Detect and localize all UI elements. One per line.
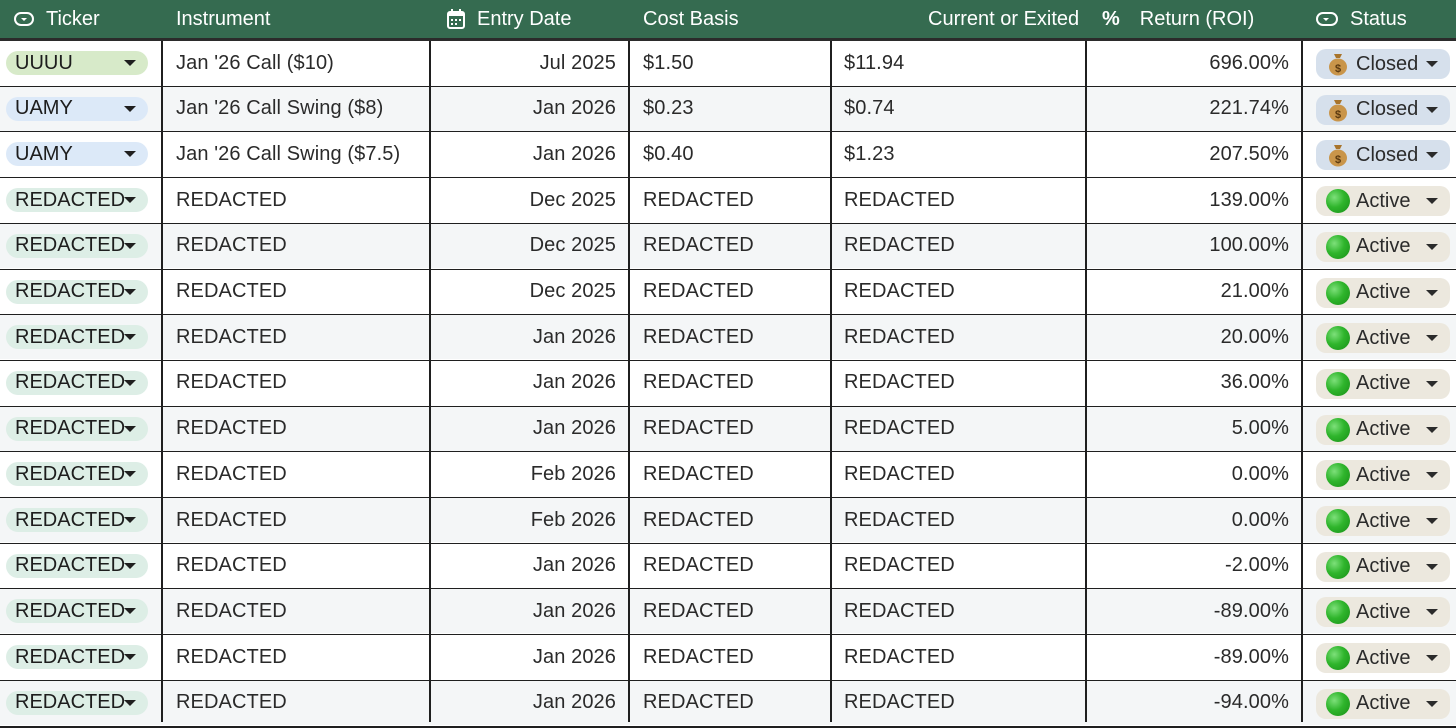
instrument-cell[interactable]: REDACTED (176, 554, 287, 577)
green-circle-icon (1326, 372, 1350, 396)
ticker-label: REDACTED (15, 325, 126, 348)
status-label: Active (1356, 326, 1411, 349)
chevron-down-icon (1426, 381, 1438, 387)
current-cell[interactable]: REDACTED (844, 417, 955, 440)
chevron-down-icon (124, 334, 136, 340)
green-circle-icon (1326, 646, 1350, 670)
ticker-chip[interactable] (6, 599, 148, 623)
status-label: Active (1356, 509, 1411, 532)
status-dropdown[interactable] (1316, 689, 1450, 719)
column-divider (830, 41, 832, 722)
chevron-down-icon (124, 426, 136, 432)
percent-icon: % (1102, 7, 1120, 30)
header-entry-date[interactable] (447, 0, 571, 38)
instrument-cell[interactable]: REDACTED (176, 508, 287, 531)
ticker-chip[interactable] (6, 234, 148, 258)
entry-date-cell[interactable]: Jan 2026 (532, 554, 616, 577)
instrument-cell[interactable]: Jan '26 Call ($10) (176, 51, 334, 74)
entry-date-cell[interactable]: Jul 2025 (539, 51, 616, 74)
header-return-roi[interactable] (1102, 0, 1254, 38)
entry-date-cell[interactable]: Feb 2026 (530, 462, 616, 485)
chevron-down-icon (124, 700, 136, 706)
chevron-down-icon (124, 243, 136, 249)
current-cell[interactable]: REDACTED (844, 508, 955, 531)
chevron-down-icon (1426, 427, 1438, 433)
roi-cell[interactable]: 100.00% (1209, 234, 1289, 257)
chevron-down-icon (1426, 701, 1438, 707)
row-divider (0, 726, 1456, 728)
table-row (0, 315, 1456, 359)
ticker-chip[interactable] (6, 645, 148, 669)
entry-date-cell[interactable]: Jan 2026 (532, 325, 616, 348)
table-row (0, 498, 1456, 542)
header-ticker[interactable] (14, 0, 100, 38)
column-divider (628, 41, 630, 722)
ticker-chip[interactable] (6, 97, 148, 121)
ticker-chip[interactable] (6, 691, 148, 715)
chevron-down-icon (1426, 290, 1438, 296)
instrument-cell[interactable]: REDACTED (176, 645, 287, 668)
header-status-label: Status (1350, 7, 1407, 30)
cost-basis-cell[interactable]: REDACTED (643, 462, 754, 485)
table-row (0, 452, 1456, 496)
header-cost-basis-label: Cost Basis (643, 7, 739, 30)
roi-cell[interactable]: 20.00% (1220, 325, 1289, 348)
roi-cell[interactable]: 696.00% (1209, 51, 1289, 74)
cost-basis-cell[interactable]: REDACTED (643, 188, 754, 211)
entry-date-cell[interactable]: Jan 2026 (532, 371, 616, 394)
current-cell[interactable]: REDACTED (844, 462, 955, 485)
status-dropdown[interactable] (1316, 323, 1450, 353)
ticker-chip[interactable] (6, 51, 148, 75)
entry-date-cell[interactable]: Feb 2026 (530, 508, 616, 531)
instrument-cell[interactable]: REDACTED (176, 234, 287, 257)
status-dropdown[interactable] (1316, 643, 1450, 673)
instrument-cell[interactable]: REDACTED (176, 691, 287, 714)
table-row (0, 635, 1456, 679)
roi-cell[interactable]: 207.50% (1209, 142, 1289, 165)
table-row (0, 681, 1456, 725)
chevron-down-icon (124, 471, 136, 477)
status-label: Active (1356, 646, 1411, 669)
status-label: Active (1356, 189, 1411, 212)
entry-date-cell[interactable]: Jan 2026 (532, 645, 616, 668)
status-label: Active (1356, 555, 1411, 578)
instrument-cell[interactable]: REDACTED (176, 599, 287, 622)
table-row (0, 87, 1456, 131)
roi-cell[interactable]: -94.00% (1213, 691, 1289, 714)
cost-basis-cell[interactable]: $0.40 (643, 142, 694, 165)
chevron-down-icon (1426, 518, 1438, 524)
status-label: Active (1356, 463, 1411, 486)
ticker-chip[interactable] (6, 462, 148, 486)
cost-basis-cell[interactable]: REDACTED (643, 371, 754, 394)
status-label: Active (1356, 418, 1411, 441)
roi-cell[interactable]: 221.74% (1209, 97, 1289, 120)
column-divider (429, 41, 431, 722)
ticker-chip[interactable] (6, 508, 148, 532)
instrument-cell[interactable]: REDACTED (176, 325, 287, 348)
entry-date-cell[interactable]: Jan 2026 (532, 142, 616, 165)
ticker-label: REDACTED (15, 417, 126, 440)
table-row (0, 589, 1456, 633)
status-dropdown[interactable] (1316, 415, 1450, 445)
ticker-label: UAMY (15, 97, 73, 120)
current-cell[interactable]: REDACTED (844, 280, 955, 302)
chevron-down-icon (1426, 472, 1438, 478)
current-cell[interactable]: $1.23 (844, 142, 895, 165)
ticker-label: UAMY (15, 142, 73, 165)
instrument-cell[interactable]: REDACTED (176, 280, 287, 302)
instrument-cell[interactable]: REDACTED (176, 188, 287, 211)
chevron-down-icon (1426, 107, 1438, 113)
cost-basis-cell[interactable]: REDACTED (643, 508, 754, 531)
ticker-chip[interactable] (6, 280, 148, 304)
current-cell[interactable]: REDACTED (844, 691, 955, 714)
green-circle-icon (1326, 600, 1350, 624)
entry-date-cell[interactable]: Dec 2025 (529, 188, 616, 211)
chevron-down-icon (1426, 198, 1438, 204)
table-row (0, 132, 1456, 176)
status-label: Active (1356, 235, 1411, 258)
green-circle-icon (1326, 418, 1350, 442)
cost-basis-cell[interactable]: REDACTED (643, 645, 754, 668)
column-divider (1085, 41, 1087, 722)
chevron-down-icon (124, 60, 136, 66)
chevron-down-icon (1426, 609, 1438, 615)
entry-date-cell[interactable]: Jan 2026 (532, 691, 616, 714)
roi-cell[interactable]: -2.00% (1225, 554, 1289, 577)
cost-basis-cell[interactable]: REDACTED (643, 234, 754, 257)
table-row (0, 544, 1456, 588)
ticker-chip[interactable] (6, 417, 148, 441)
ticker-label: REDACTED (15, 645, 126, 668)
green-circle-icon (1326, 326, 1350, 350)
entry-date-cell[interactable]: Dec 2025 (529, 234, 616, 257)
calendar-icon (447, 9, 465, 29)
header-cost-basis[interactable] (643, 0, 739, 38)
header-instrument[interactable] (176, 0, 270, 38)
green-circle-icon (1326, 692, 1350, 716)
status-dropdown[interactable] (1316, 460, 1450, 490)
entry-date-cell[interactable]: Jan 2026 (532, 599, 616, 622)
header-instrument-label: Instrument (176, 7, 271, 30)
chevron-down-icon (1426, 61, 1438, 67)
money-bag-icon (1326, 98, 1350, 122)
status-label: Active (1356, 281, 1411, 303)
table-row (0, 224, 1456, 268)
status-label: Active (1356, 692, 1411, 715)
status-dropdown[interactable] (1316, 597, 1450, 627)
ticker-label: REDACTED (15, 599, 126, 622)
cost-basis-cell[interactable]: REDACTED (643, 691, 754, 714)
roi-cell[interactable]: 36.00% (1220, 371, 1289, 394)
instrument-cell[interactable]: Jan '26 Call Swing ($7.5) (176, 142, 401, 165)
current-cell[interactable]: REDACTED (844, 645, 955, 668)
chevron-down-icon (124, 197, 136, 203)
current-cell[interactable]: $11.94 (844, 51, 905, 74)
header-entry-date-label: Entry Date (477, 7, 572, 30)
ticker-chip[interactable] (6, 142, 148, 166)
table-row (0, 361, 1456, 405)
roi-cell[interactable]: 0.00% (1231, 508, 1289, 531)
entry-date-cell[interactable]: Jan 2026 (532, 97, 616, 120)
ticker-label: REDACTED (15, 234, 126, 257)
table-row (0, 407, 1456, 451)
status-dropdown[interactable] (1316, 232, 1450, 262)
ticker-chip[interactable] (6, 554, 148, 578)
current-cell[interactable]: REDACTED (844, 325, 955, 348)
chevron-down-icon (124, 654, 136, 660)
roi-cell[interactable]: 0.00% (1231, 462, 1289, 485)
ticker-label: UUUU (15, 51, 73, 74)
current-cell[interactable]: REDACTED (844, 554, 955, 577)
chevron-down-icon (1426, 244, 1438, 250)
cost-basis-cell[interactable]: REDACTED (643, 599, 754, 622)
cost-basis-cell[interactable]: $1.50 (643, 51, 694, 74)
cost-basis-cell[interactable]: $0.23 (643, 97, 694, 120)
ticker-label: REDACTED (15, 554, 126, 577)
roi-cell[interactable]: 21.00% (1220, 280, 1289, 302)
money-bag-icon (1326, 143, 1350, 167)
ticker-label: REDACTED (15, 462, 126, 485)
entry-date-cell[interactable]: Jan 2026 (532, 417, 616, 440)
header-return-label: Return (ROI) (1139, 7, 1255, 30)
current-cell[interactable]: REDACTED (844, 599, 955, 622)
table-header (0, 0, 1456, 38)
chevron-down-icon (1426, 655, 1438, 661)
green-circle-icon (1326, 281, 1350, 305)
status-dropdown[interactable] (1316, 95, 1450, 125)
status-dropdown[interactable] (1316, 49, 1450, 79)
current-cell[interactable]: REDACTED (844, 234, 955, 257)
svg-text:$: $ (1334, 108, 1342, 121)
chevron-down-icon (124, 106, 136, 112)
chevron-down-icon (124, 289, 136, 295)
money-bag-icon (1326, 52, 1350, 76)
status-dropdown[interactable] (1316, 140, 1450, 170)
chevron-down-icon (124, 517, 136, 523)
green-circle-icon (1326, 463, 1350, 487)
ticker-label: REDACTED (15, 280, 126, 302)
table-row (0, 270, 1456, 314)
current-cell[interactable]: $0.74 (844, 97, 895, 120)
svg-text:$: $ (1334, 154, 1342, 167)
chevron-down-icon (1426, 335, 1438, 341)
ticker-label: REDACTED (15, 371, 126, 394)
header-current-label: Current or Exited (928, 7, 1080, 30)
ticker-label: REDACTED (15, 188, 126, 211)
chevron-down-icon (124, 563, 136, 569)
roi-cell[interactable]: 5.00% (1231, 417, 1289, 440)
green-circle-icon (1326, 189, 1350, 213)
cost-basis-cell[interactable]: REDACTED (643, 554, 754, 577)
status-label: Closed (1356, 52, 1419, 75)
green-circle-icon (1326, 509, 1350, 533)
instrument-cell[interactable]: REDACTED (176, 462, 287, 485)
green-circle-icon (1326, 235, 1350, 259)
svg-text:$: $ (1334, 63, 1342, 75)
cost-basis-cell[interactable]: REDACTED (643, 417, 754, 440)
instrument-cell[interactable]: Jan '26 Call Swing ($8) (176, 97, 384, 120)
table-row (0, 178, 1456, 222)
roi-cell[interactable]: 139.00% (1209, 188, 1289, 211)
chevron-down-icon (1426, 152, 1438, 158)
status-dropdown[interactable] (1316, 552, 1450, 582)
header-ticker-label: Ticker (46, 7, 100, 30)
status-label: Closed (1356, 98, 1419, 121)
status-label: Active (1356, 600, 1411, 623)
chevron-down-icon (124, 380, 136, 386)
green-circle-icon (1326, 555, 1350, 579)
cost-basis-cell[interactable]: REDACTED (643, 325, 754, 348)
dropdown-chip-icon (14, 12, 34, 26)
current-cell[interactable]: REDACTED (844, 188, 955, 211)
header-status[interactable] (1316, 0, 1407, 38)
status-dropdown[interactable] (1316, 186, 1450, 216)
roi-cell[interactable]: -89.00% (1213, 645, 1289, 668)
ticker-chip[interactable] (6, 371, 148, 395)
status-dropdown[interactable] (1316, 369, 1450, 399)
ticker-chip[interactable] (6, 325, 148, 349)
column-divider (1301, 41, 1303, 722)
instrument-cell[interactable]: REDACTED (176, 417, 287, 440)
ticker-chip[interactable] (6, 188, 148, 212)
instrument-cell[interactable]: REDACTED (176, 371, 287, 394)
table-row (0, 41, 1456, 85)
status-dropdown[interactable] (1316, 506, 1450, 536)
header-current-or-exited[interactable] (928, 0, 1079, 38)
status-label: Active (1356, 372, 1411, 395)
chevron-down-icon (124, 151, 136, 157)
ticker-label: REDACTED (15, 691, 126, 714)
column-divider (161, 41, 163, 722)
current-cell[interactable]: REDACTED (844, 371, 955, 394)
chevron-down-icon (124, 608, 136, 614)
status-label: Closed (1356, 143, 1419, 166)
chevron-down-icon (1426, 564, 1438, 570)
status-dropdown[interactable] (1316, 278, 1450, 308)
roi-cell[interactable]: -89.00% (1213, 599, 1289, 622)
cost-basis-cell[interactable]: REDACTED (643, 280, 754, 302)
entry-date-cell[interactable]: Dec 2025 (529, 280, 616, 302)
ticker-label: REDACTED (15, 508, 126, 531)
dropdown-chip-icon (1316, 12, 1338, 26)
